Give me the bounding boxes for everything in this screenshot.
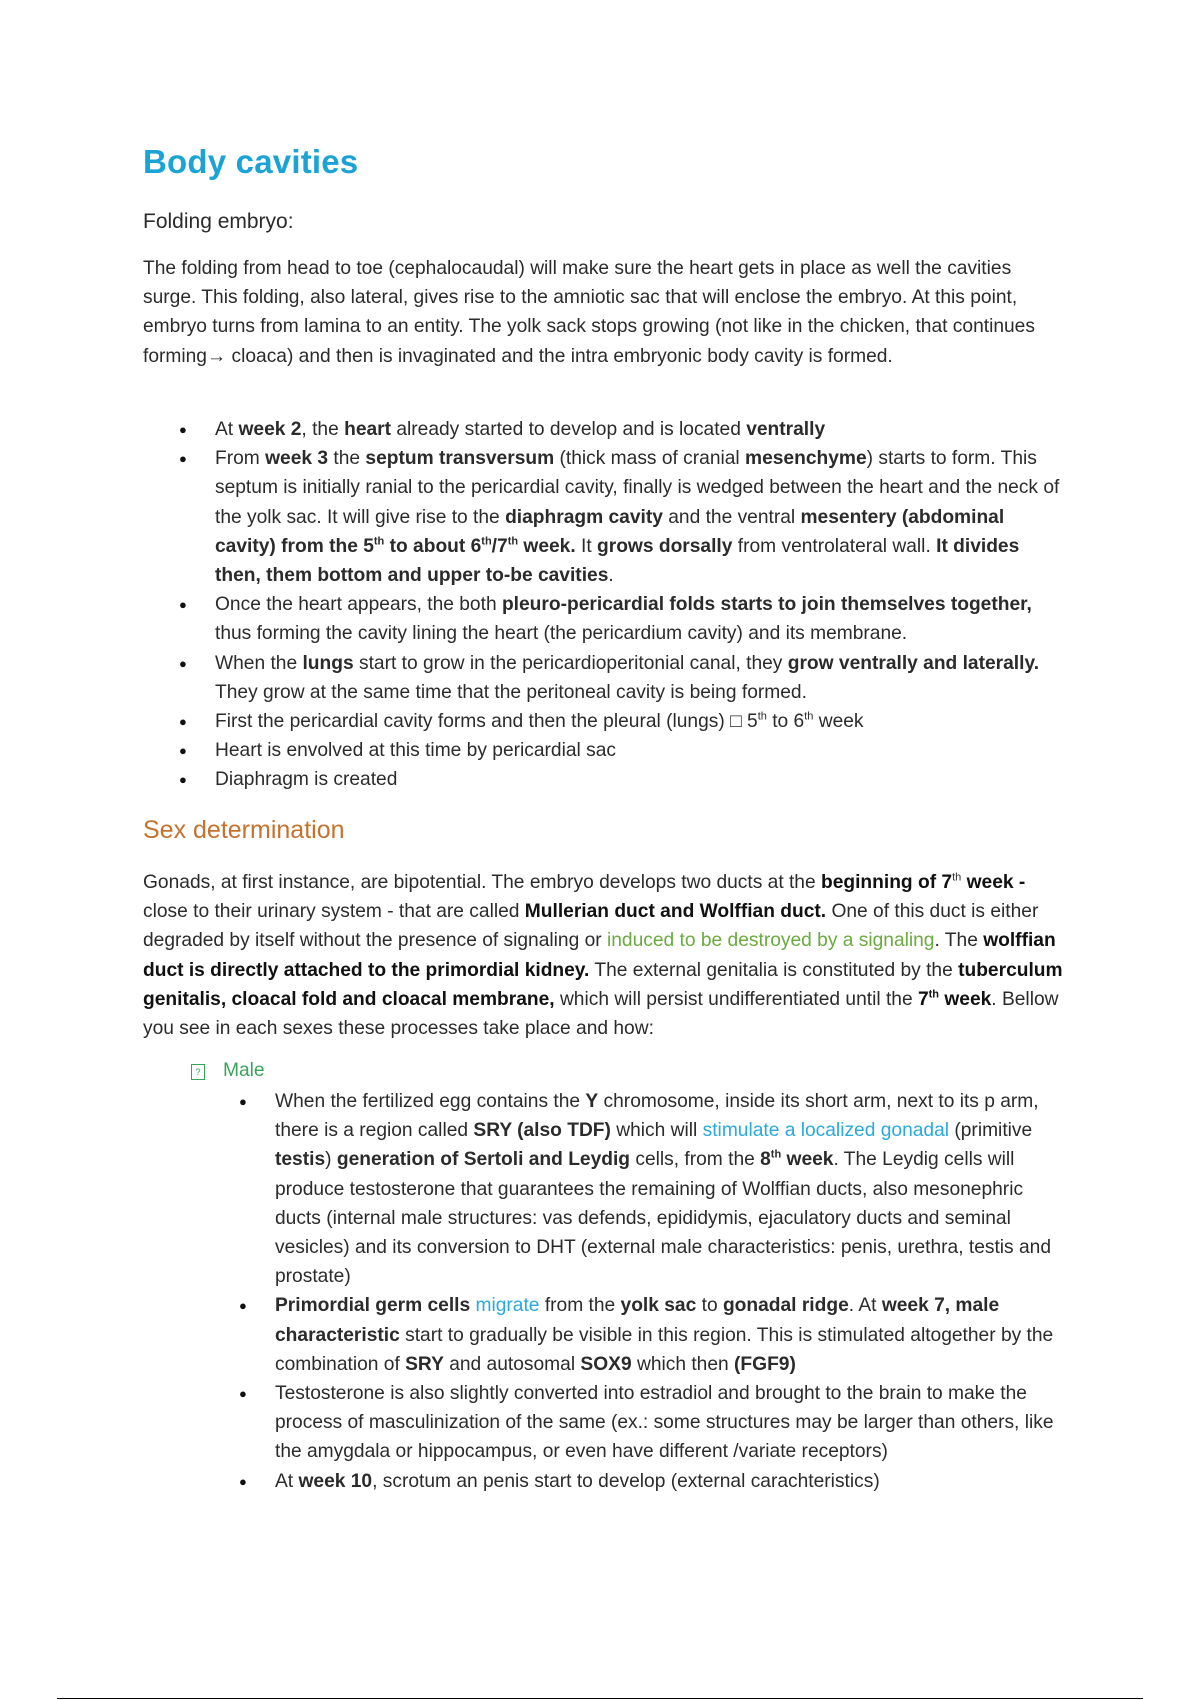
page-bottom-rule: [57, 1698, 1143, 1699]
list-item: ● Testosterone is also slightly converted into estradiol and brought to the brain to make the process of masculinization of the same (ex.: some structures may be larger than others, like the amygdala or hippocampus, or even have different /variate receptors): [143, 1379, 1063, 1467]
intro-paragraph: The folding from head to toe (cephalocaudal) will make sure the heart gets in place as well the cavities surge. This folding, also lateral, gives rise to the amniotic sac that will enclose the embryo. At this point, embryo turns from lamina to an entity. The yolk sack stops growing (not like in the chicken, that continues forming→ cloaca) and then is invaginated and the intra embryonic body cavity is formed.: [143, 258, 1035, 367]
highlighted-text: migrate: [475, 1295, 540, 1317]
list-item: ● From week 3 the septum transversum (thick mass of cranial mesenchyme) starts to form. This septum is initially ranial to the pericardial cavity, finally is wedged between the heart and the neck of the yolk sac. It will give rise to the diaphragm cavity and the ventral mesentery (abdominal cavity) from the 5th to about 6th/7th week. It grows dorsally from ventrolateral wall. It divides then, them bottom and upper to-be cavities.: [143, 444, 1063, 590]
list-item: ● When the fertilized egg contains the Y chromosome, inside its short arm, next to its p arm, there is a region called SRY (also TDF) which will stimulate a localized gonadal (primitive testis) generation of Sertoli and Leydig cells, from the 8th week. The Leydig cells will produce testosterone that guarantees the remaining of Wolffian ducts, also mesonephric ducts (internal male structures: vas defends, epididymis, ejaculatory ducts and seminal vesicles) and its conversion to DHT (external male characteristics: penis, urethra, testis and prostate): [143, 1087, 1063, 1291]
highlighted-text: induced to be destroyed by a signaling: [607, 930, 935, 952]
list-item: ● At week 10, scrotum an penis start to develop (external carachteristics): [143, 1467, 1063, 1496]
list-item: ● Once the heart appears, the both pleuro-pericardial folds starts to join themselves together, thus forming the cavity lining the heart (the pericardium cavity) and its membrane.: [143, 590, 1063, 648]
male-subheading: ? Male: [191, 1060, 265, 1082]
list-item: ● When the lungs start to grow in the pericardioperitonial canal, they grow ventrally and laterally. They grow at the same time that the peritoneal cavity is being formed.: [143, 649, 1063, 707]
list-item: ● First the pericardial cavity forms and then the pleural (lungs) □ 5th to 6th week: [143, 707, 1063, 736]
list-item: ● Heart is envolved at this time by pericardial sac: [143, 736, 1063, 765]
subheading-folding-embryo: Folding embryo:: [143, 210, 294, 233]
unknown-glyph-icon: ?: [191, 1064, 205, 1080]
sex-determination-paragraph: Gonads, at first instance, are bipotential. The embryo develops two ducts at the beginning of 7th week - close to their urinary system - that are called Mullerian duct and Wolffian duct. One of this duct is either degraded by itself without the presence of signaling or induced to be destroyed by a signaling. The wolffian duct is directly attached to the primordial kidney. The external genitalia is constituted by the tuberculum genitalis, cloacal fold and cloacal membrane, which will persist undifferentiated until the 7th week. Bellow you see in each sexes these processes take place and how:: [143, 871, 1063, 1040]
list-item: ● Diaphragm is created: [143, 765, 1063, 794]
highlighted-text: stimulate a localized gonadal: [702, 1120, 950, 1142]
section-heading-sex-determination: Sex determination: [143, 816, 345, 844]
cavities-bullet-list: [143, 415, 1063, 795]
page-title: Body cavities: [143, 143, 359, 180]
list-item: ● Primordial germ cells migrate from the yolk sac to gonadal ridge. At week 7, male characteristic start to gradually be visible in this region. This is stimulated altogether by the combination of SRY and autosomal SOX9 which then (FGF9): [143, 1291, 1063, 1379]
list-item: ● At week 2, the heart already started to develop and is located ventrally: [143, 415, 1063, 444]
male-bullet-list: [143, 1087, 1063, 1496]
